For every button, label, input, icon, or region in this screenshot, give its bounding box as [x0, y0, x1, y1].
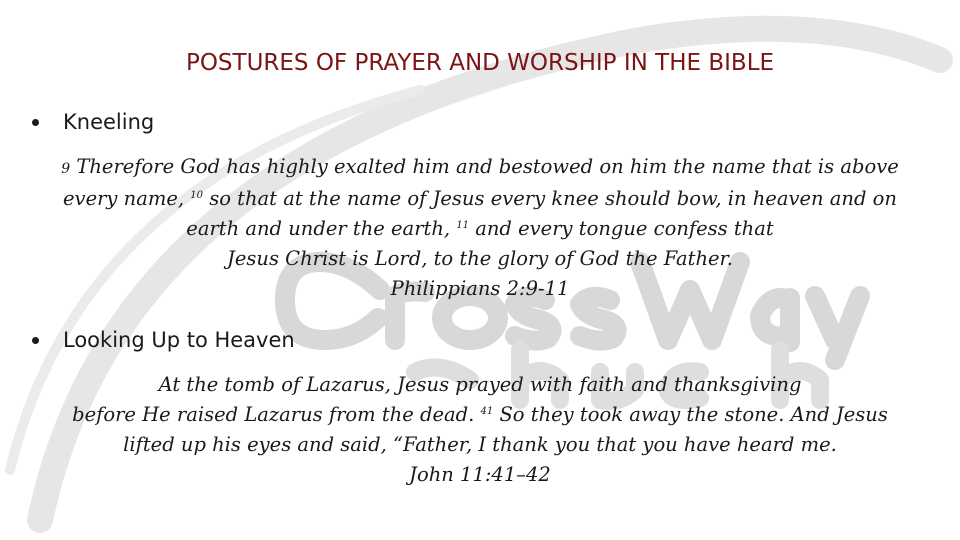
- verse-block-philippians: [20, 152, 940, 304]
- verse-line: Jesus Christ is Lord, to the glory of God the Father.: [227, 247, 733, 270]
- verse-line: At the tomb of Lazarus, Jesus prayed with faith and thanksgiving: [158, 373, 802, 396]
- page-title: POSTURES OF PRAYER AND WORSHIP IN THE BIBLE: [185, 50, 775, 76]
- verse-text: earth and under the earth,: [186, 217, 457, 240]
- verse-line: [20, 400, 940, 430]
- verse-text: before He raised Lazarus from the dead.: [72, 403, 481, 426]
- verse-number: 10: [190, 190, 203, 201]
- verse-text: so that at the name of Jesus every knee should bow, in heaven and on: [203, 187, 897, 210]
- heading-kneeling-label: Kneeling: [63, 110, 155, 134]
- bullet-heading-kneeling: [30, 110, 154, 134]
- verse-reference: Philippians 2:9-11: [390, 277, 570, 300]
- verse-text: Therefore God has highly exalted him and bestowed on him the name that is above: [70, 155, 899, 178]
- verse-text: and every tongue confess that: [469, 217, 774, 240]
- heading-looking-up-label: Looking Up to Heaven: [63, 328, 295, 352]
- verse-line: [20, 184, 940, 214]
- verse-number: 9: [61, 161, 71, 177]
- verse-line: [20, 214, 940, 244]
- verse-line: lifted up his eyes and said, “Father, I thank you that you have heard me.: [123, 433, 837, 456]
- verse-number: 11: [456, 220, 470, 231]
- verse-text: So they took away the stone. And Jesus: [493, 403, 888, 426]
- verse-line: [20, 152, 940, 184]
- verse-reference: John 11:41–42: [409, 463, 551, 486]
- bullet-heading-looking-up: [30, 328, 295, 352]
- verse-block-john: [20, 370, 940, 490]
- bullet-icon: [32, 119, 39, 126]
- verse-text: every name,: [63, 187, 191, 210]
- bullet-icon: [32, 337, 39, 344]
- verse-number: 41: [480, 406, 494, 417]
